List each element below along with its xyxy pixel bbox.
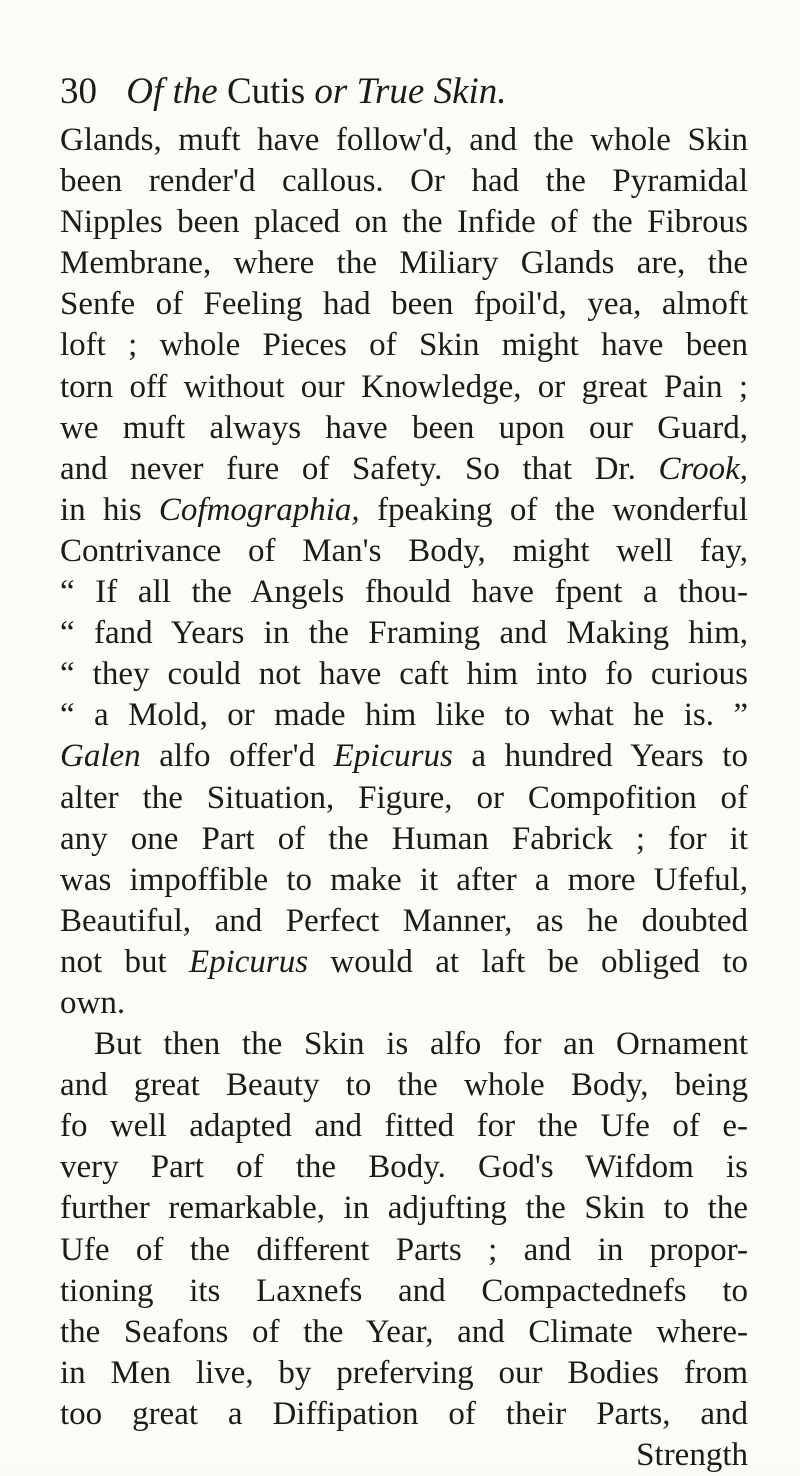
- text-line: Contrivance of Man's Body, might well fay,: [60, 532, 748, 569]
- text-line: not but Epicurus would at laft be obliged to: [60, 943, 748, 980]
- text-line: alter the Situation, Figure, or Compofition of: [60, 779, 748, 816]
- text-line: Senfe of Feeling had been fpoil'd, yea, almoft: [60, 286, 748, 323]
- text-line: “ fand Years in the Framing and Making him,: [60, 615, 748, 652]
- text-line: any one Part of the Human Fabrick ; for it: [60, 820, 748, 857]
- text-line: torn off without our Knowledge, or great Pain ;: [60, 368, 748, 405]
- text-line: very Part of the Body. God's Wifdom is: [60, 1149, 748, 1186]
- text-line: “ they could not have caft him into fo curious: [60, 656, 748, 693]
- text-line: tioning its Laxnefs and Compactednefs to: [60, 1272, 748, 1309]
- text-line: and never fure of Safety. So that Dr. Crook,: [60, 450, 748, 487]
- text-line: Nipples been placed on the Infide of the Fibrous: [60, 204, 748, 241]
- text-line: Galen alfo offer'd Epicurus a hundred Years to: [60, 738, 748, 775]
- text-line: Ufe of the different Parts ; and in propor-: [60, 1231, 748, 1268]
- text-line: loft ; whole Pieces of Skin might have been: [60, 327, 748, 364]
- catchword: Strength: [636, 1437, 748, 1473]
- text-line: the Seafons of the Year, and Climate where-: [60, 1313, 748, 1350]
- text-line: was impoffible to make it after a more Ufeful,: [60, 861, 748, 898]
- text-line: Beautiful, and Perfect Manner, as he doubted: [60, 902, 748, 939]
- page-number: 30: [60, 71, 97, 112]
- text-line: Membrane, where the Miliary Glands are, the: [60, 245, 748, 282]
- text-line: been render'd callous. Or had the Pyramidal: [60, 163, 748, 200]
- running-header: [60, 68, 750, 116]
- body-text: [60, 120, 748, 1476]
- text-line: Glands, muft have follow'd, and the whole Skin: [60, 122, 748, 158]
- header-title-true-skin: True Skin.: [356, 71, 507, 112]
- text-line: fo well adapted and fitted for the Ufe of e-: [60, 1108, 748, 1145]
- text-line: further remarkable, in adjufting the Skin to the: [60, 1190, 748, 1227]
- text-line: and great Beauty to the whole Body, being: [60, 1067, 748, 1104]
- header-title-cutis: Cutis: [226, 71, 306, 112]
- text-line: “ If all the Angels fhould have fpent a thou-: [60, 574, 748, 611]
- text-line: in Men live, by preferving our Bodies from: [60, 1354, 748, 1391]
- text-line: in his Cofmographia, fpeaking of the wonderful: [60, 491, 748, 528]
- header-title-of-the: Of the: [126, 71, 218, 112]
- text-line: “ a Mold, or made him like to what he is. ”: [60, 697, 748, 734]
- text-line: But then the Skin is alfo for an Ornament: [94, 1026, 748, 1063]
- text-line: we muft always have been upon our Guard,: [60, 409, 748, 446]
- header-title-or: or: [314, 71, 348, 112]
- text-line: own.: [60, 984, 126, 1021]
- text-line: too great a Diffipation of their Parts, and: [60, 1395, 748, 1432]
